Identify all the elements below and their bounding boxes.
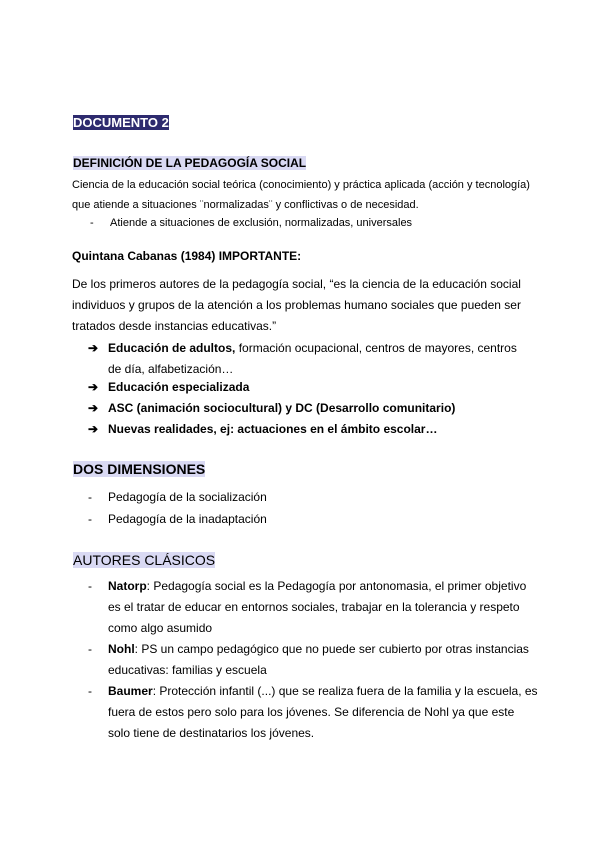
document-page: DOCUMENTO 2 DEFINICIÓN DE LA PEDAGOGÍA SOCIAL Ciencia de la educación social teórica (conocimiento) y práctica aplicada (acción y tecnología) que atiende a situaciones ¨normalizadas¨ y conflictivas o de necesidad. - Atiende a situaciones de exclusión, normalizadas, universales Quintana Cabanas (1984) IMPORTANTE: De los primeros autores de la pedagogía social, “es la ciencia de la educación social individuos y grupos de la atención a los problemas humano sociales que pueden ser tratados desde instancias educativas.” ➔ Educación de adultos, formación ocupacional, centros de mayores, centros de día, alfabetización… ➔ Educación especializada ➔ ASC (animación sociocultural) y DC (Desarrollo comunitario) ➔ Nuevas realidades, ej: actuaciones en el ámbito escolar… DOS DIMENSIONES - Pedagogía de la socialización - Pedagogía de la inadaptación AUTORES CLÁSICOS - Natorp: Pedagogía social es la Pedagogía por antonomasia, el primer objetivo es el tratar de educar en entornos sociales, trabajar en la tolerancia y respeto como algo asumido - Nohl: PS un campo pedagógico que no puede ser cubierto por otras instancias educativas: familias y escuela - Baumer: Protección infantil (...) que se realiza fuera de la familia y la escuela, es fuera de estos pero solo para los jóvenes. Se diferencia de Nohl ya que este solo tiene de destinatarios los jóvenes.	[72, 115, 538, 740]
quintana-text: De los primeros autores de la pedagogía social, “es la ciencia de la educación social individuos y grupos de la atención a los problemas humano sociales que pueden ser tratados desde instancias educativas.”	[72, 277, 521, 333]
definition-text: Ciencia de la educación social teórica (conocimiento) y práctica aplicada (acción y tecnología) que atiende a situaciones ¨normalizadas¨ y conflictivas o de necesidad.	[72, 179, 530, 211]
authors-heading: AUTORES CLÁSICOS	[73, 552, 216, 568]
dimensions-heading: DOS DIMENSIONES	[73, 461, 206, 477]
document-title	[72, 114, 170, 132]
document-title-text: DOCUMENTO 2	[73, 115, 169, 130]
quintana-heading: Quintana Cabanas (1984) IMPORTANTE:	[72, 249, 302, 263]
definition-heading: DEFINICIÓN DE LA PEDAGOGÍA SOCIAL	[73, 156, 307, 170]
